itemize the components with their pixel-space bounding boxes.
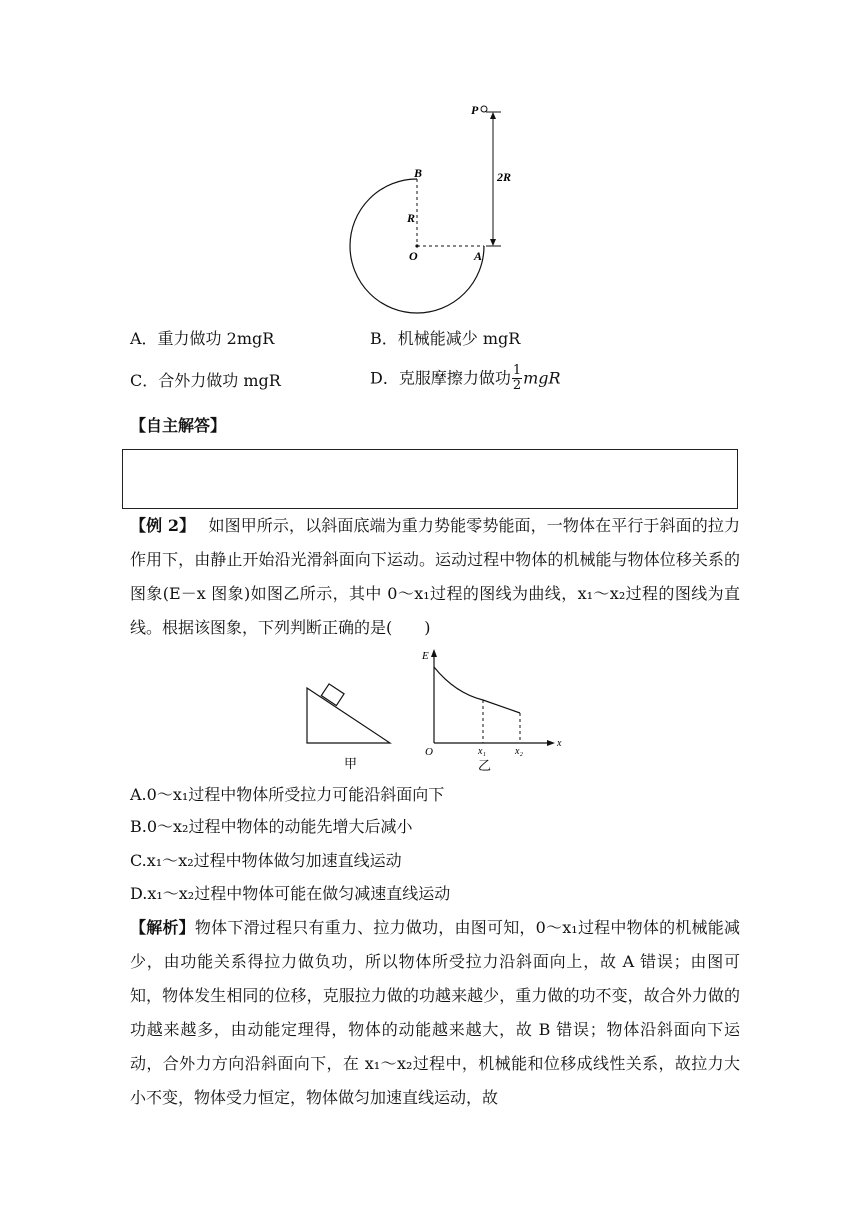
fraction-half: $\frac{1}{2}$ — [512, 363, 522, 393]
analysis-paragraph — [130, 911, 740, 1115]
center-dot — [415, 244, 418, 247]
q1-option-b: B．机械能减少 mgR — [370, 329, 521, 348]
energy-curve — [434, 667, 520, 713]
self-answer-heading: 【自主解答】 — [130, 416, 227, 435]
axis-label-e: E — [422, 650, 429, 662]
label-o: O — [409, 249, 418, 263]
ball-p — [481, 106, 487, 112]
example2-body: 如图甲所示，以斜面底端为重力势能零势能面，一物体在平行于斜面的拉力作用下，由静止开始沿光滑斜面向下运动。运动过程中物体的机械能与物体位移关系的图象(E－x 图象)如图乙所示，其中 0～x₁过程的图线为曲线，x₁～x₂过程的图线为直线。根据该图象，下列判断正确的是( ) — [130, 516, 740, 637]
q1-option-a: A．重力做功 2mgR — [130, 329, 275, 348]
caption-yi: 乙 — [478, 758, 492, 773]
q2-option-d: D.x₁～x₂过程中物体可能在做匀减速直线运动 — [130, 884, 451, 903]
q2-option-b: B.0～x₂过程中物体的动能先增大后减小 — [130, 817, 413, 836]
q2-option-c: C.x₁～x₂过程中物体做匀加速直线运动 — [130, 851, 402, 870]
circular-track-figure — [340, 95, 520, 320]
label-r: R — [407, 211, 416, 225]
caption-jia: 甲 — [344, 756, 358, 770]
q2-option-a: A.0～x₁过程中物体所受拉力可能沿斜面向下 — [130, 785, 445, 804]
q1-option-d-suffix: mgR — [523, 368, 561, 388]
analysis-tag: 【解析】 — [130, 918, 195, 937]
label-2r: 2R — [497, 170, 512, 184]
block — [321, 684, 344, 706]
tick-label-x1: x₁ — [478, 746, 486, 757]
incline-figure — [300, 680, 400, 770]
incline-triangle — [307, 688, 390, 743]
q1-option-d-prefix: D．克服摩擦力做功 — [370, 368, 511, 388]
label-a: A — [474, 249, 483, 263]
q1-option-d — [370, 364, 561, 393]
example2-tag: 【例 2】 — [130, 516, 196, 535]
answer-box[interactable] — [122, 449, 738, 509]
q1-option-c: C．合外力做功 mgR — [130, 371, 281, 390]
label-p: P — [471, 103, 479, 117]
tick-label-x2: x₂ — [515, 746, 523, 757]
label-b: B — [414, 166, 423, 180]
example2-paragraph — [130, 509, 740, 645]
e-x-graph — [415, 645, 565, 773]
analysis-body: 物体下滑过程只有重力、拉力做功，由图可知，0～x₁过程中物体的机械能减少，由功能关系得拉力做负功，所以物体所受拉力沿斜面向上，故 A 错误；由图可知，物体发生相同的位移，克服拉力做的功越来越少，重力做的功不变，故合外力做的功越来越多，由动能定理得，物体的动能越来越大，故 B 错误；物体沿斜面向下运动，合外力方向沿斜面向下，在 x₁～x₂过程中，机械能和位移成线性关系，故拉力大小不变，物体受力恒定，物体做匀加速直线运动，故 — [130, 918, 740, 1107]
axis-label-x: x — [557, 738, 562, 749]
axis-label-o: O — [425, 746, 433, 758]
